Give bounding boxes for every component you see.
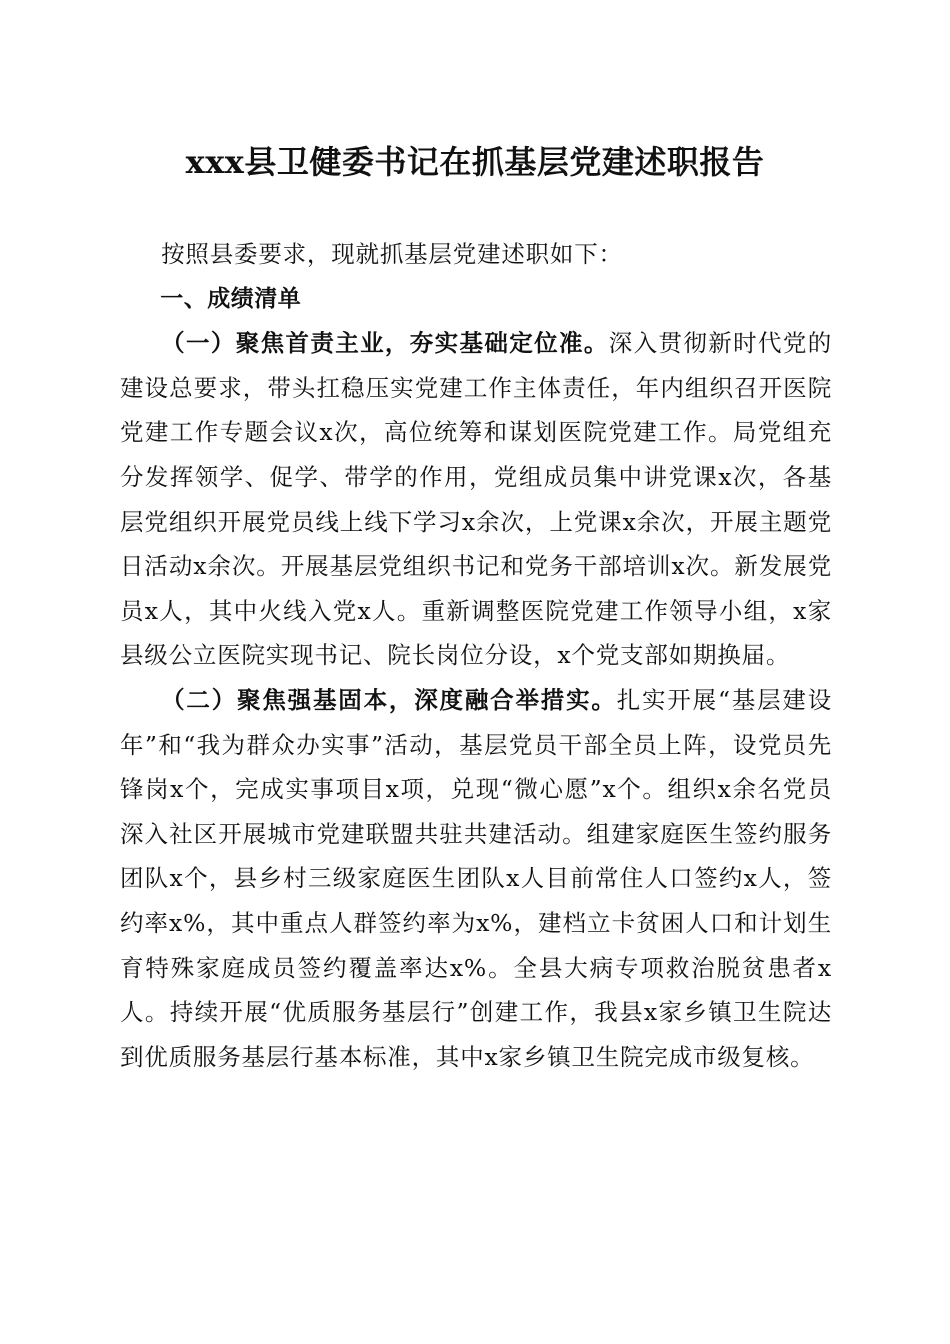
- intro-paragraph: 按照县委要求，现就抓基层党建述职如下：: [161, 240, 623, 268]
- item-1-lead: （一）聚焦首责主业，夯实基础定位准。: [161, 329, 609, 358]
- item-1-text: 深入贯彻新时代党的建设总要求，带头扛稳压实党建工作主体责任，年内组织召开医院党建工作专题会议x次，高位统筹和谋划医院党建工作。局党组充分发挥领学、促学、带学的作用，党组成员集中讲党课x次，各基层党组织开展党员线上线下学习x余次，上党课x余次，开展主题党日活动x余次。开展基层党组织书记和党务干部培训x次。新发展党员x人，其中火线入党x人。重新调整医院党建工作领导小组，x家县级公立医院实现书记、院长岗位分设，x个党支部如期换届。: [120, 329, 832, 670]
- document-title: xxx县卫健委书记在抓基层党建述职报告: [185, 143, 765, 181]
- item-2-text: 扎实开展“基层建设年”和“我为群众办实事”活动，基层党员干部全员上阵，设党员先锋岗x个，完成实事项目x项，兑现“微心愿”x个。组织x余名党员深入社区开展城市党建联盟共驻共建活动。组建家庭医生签约服务团队x个，县乡村三级家庭医生团队x人目前常住人口签约x人，签约率x%，其中重点人群签约率为x%，建档立卡贫困人口和计划生育特殊家庭成员签约覆盖率达x%。全县大病专项救治脱贫患者x人。持续开展“优质服务基层行”创建工作，我县x家乡镇卫生院达到优质服务基层行基本标准，其中x家乡镇卫生院完成市级复核。: [120, 685, 832, 1071]
- section-heading-achievements: 一、成绩清单: [160, 285, 302, 312]
- document-body: [120, 232, 832, 1079]
- paragraph-item-1: [120, 321, 832, 678]
- paragraph-item-2: [120, 678, 832, 1079]
- item-2-lead: （二）聚焦强基固本，深度融合举措实。: [161, 685, 617, 714]
